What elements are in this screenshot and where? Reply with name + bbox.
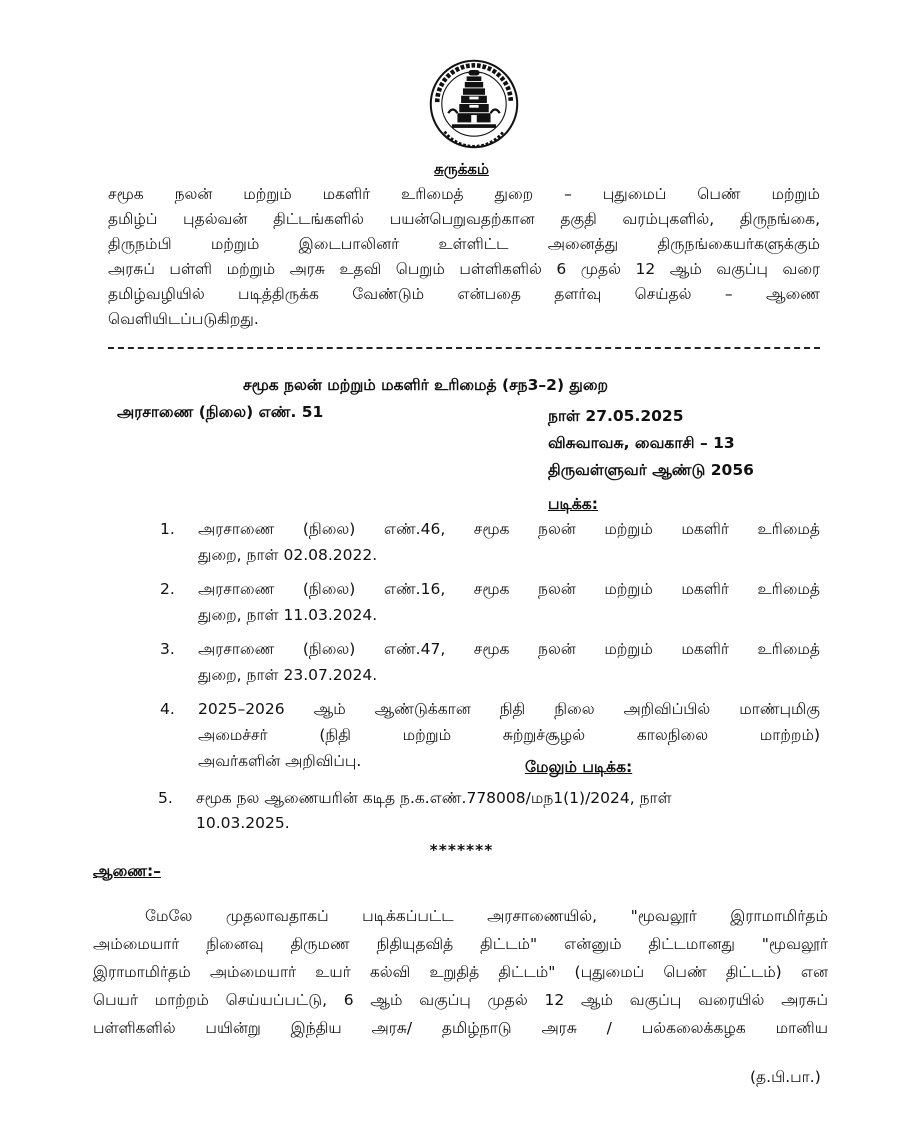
summary-line: தமிழ்ப் புதல்வன் திட்டங்களில் பயன்பெறுவதற்கான தகுதி வரம்புகளில், திருநங்கை, bbox=[108, 210, 820, 228]
order-line: பெயர் மாற்றம் செய்யப்பட்டு, 6 ஆம் வகுப்பு முதல் 12 ஆம் வகுப்பு வரையில் அரசுப் bbox=[93, 991, 828, 1009]
order-date: நாள் 27.05.2025 bbox=[548, 407, 684, 425]
summary-line: திருநம்பி மற்றும் இடைபாலினர் உள்ளிட்ட அனைத்து திருநங்கையர்களுக்கும் bbox=[108, 235, 820, 253]
date-block bbox=[548, 403, 754, 484]
reference-number: 2. bbox=[160, 580, 175, 598]
tamil-nadu-government-emblem-icon bbox=[428, 58, 520, 150]
reference-line: துறை, நாள் 02.08.2022. bbox=[198, 546, 378, 564]
reference-line: துறை, நாள் 11.03.2024. bbox=[198, 606, 378, 624]
order-title: ஆணை:– bbox=[93, 862, 161, 880]
reference-line: அமைச்சர் (நிதி மற்றும் சுற்றுச்சூழல் காலநிலை மாற்றம்) bbox=[198, 726, 820, 744]
reference-item bbox=[160, 636, 820, 688]
department-heading: சமூக நலன் மற்றும் மகளிர் உரிமைத் (சந3–2) துறை bbox=[243, 376, 609, 394]
tamil-calendar-date: விசுவாவசு, வைகாசி – 13 bbox=[548, 434, 735, 452]
summary-line: தமிழ்வழியில் படித்திருக்க வேண்டும் என்பதை தளர்வு செய்தல் – ஆணை bbox=[108, 285, 820, 303]
order-line: இராமாமிர்தம் அம்மையார் உயர் கல்வி உறுதித் திட்டம்" (புதுமைப் பெண் திட்டம்) என bbox=[93, 963, 828, 981]
dashed-divider bbox=[108, 347, 820, 349]
order-line: அம்மையார் நினைவு திருமண நிதியுதவித் திட்டம்" என்னும் திட்டமானது "மூவலூர் bbox=[93, 935, 828, 953]
reference-line: அரசாணை (நிலை) எண்.46, சமூக நலன் மற்றும் மகளிர் உரிமைத் bbox=[198, 520, 820, 538]
reference-number: 5. bbox=[158, 789, 173, 807]
reference-number: 1. bbox=[160, 520, 175, 538]
reference-line: அவர்களின் அறிவிப்பு. bbox=[198, 752, 362, 770]
summary-line: வெளியிடப்படுகிறது. bbox=[108, 310, 259, 328]
reference-item bbox=[160, 516, 820, 568]
reference-line: அரசாணை (நிலை) எண்.16, சமூக நலன் மற்றும் மகளிர் உரிமைத் bbox=[198, 580, 820, 598]
reference-line: அரசாணை (நிலை) எண்.47, சமூக நலன் மற்றும் மகளிர் உரிமைத் bbox=[198, 640, 820, 658]
reference-item bbox=[158, 786, 818, 836]
reference-number: 4. bbox=[160, 700, 175, 718]
reference-number: 3. bbox=[160, 640, 175, 658]
reference-item bbox=[160, 576, 820, 628]
references-title: படிக்க: bbox=[548, 495, 598, 513]
summary-title: சுருக்கம் bbox=[434, 160, 489, 178]
reference-line: சமூக நல ஆணையரின் கடித ந.க.எண்.778008/மந1(1)/2024, நாள் bbox=[196, 789, 672, 807]
reference-line: 10.03.2025. bbox=[196, 814, 290, 832]
thiruvalluvar-year: திருவள்ளுவர் ஆண்டு 2056 bbox=[548, 461, 754, 479]
references-list bbox=[160, 516, 820, 782]
continued-marker: (த.பி.பா.) bbox=[750, 1068, 821, 1086]
further-references-title: மேலும் படிக்க: bbox=[525, 758, 633, 776]
section-separator: ******* bbox=[429, 841, 494, 859]
order-body bbox=[93, 902, 828, 1042]
further-reference-list bbox=[158, 786, 818, 844]
reference-line: 2025–2026 ஆம் ஆண்டுக்கான நிதி நிலை அறிவிப்பில் மாண்புமிகு bbox=[198, 700, 820, 718]
summary-text bbox=[108, 182, 820, 332]
order-line: பள்ளிகளில் பயின்று இந்திய அரசு/ தமிழ்நாடு அரசு / பல்கலைக்கழக மானிய bbox=[93, 1019, 828, 1037]
summary-line: அரசுப் பள்ளி மற்றும் அரசு உதவி பெறும் பள்ளிகளில் 6 முதல் 12 ஆம் வகுப்பு வரை bbox=[108, 260, 820, 278]
reference-line: துறை, நாள் 23.07.2024. bbox=[198, 666, 378, 684]
summary-line: சமூக நலன் மற்றும் மகளிர் உரிமைத் துறை – புதுமைப் பெண் மற்றும் bbox=[108, 185, 820, 203]
go-number: அரசாணை (நிலை) எண். 51 bbox=[117, 403, 324, 421]
order-line: மேலே முதலாவதாகப் படிக்கப்பட்ட அரசாணையில், "மூவலூர் இராமாமிர்தம் bbox=[145, 907, 828, 925]
reference-item bbox=[160, 696, 820, 774]
